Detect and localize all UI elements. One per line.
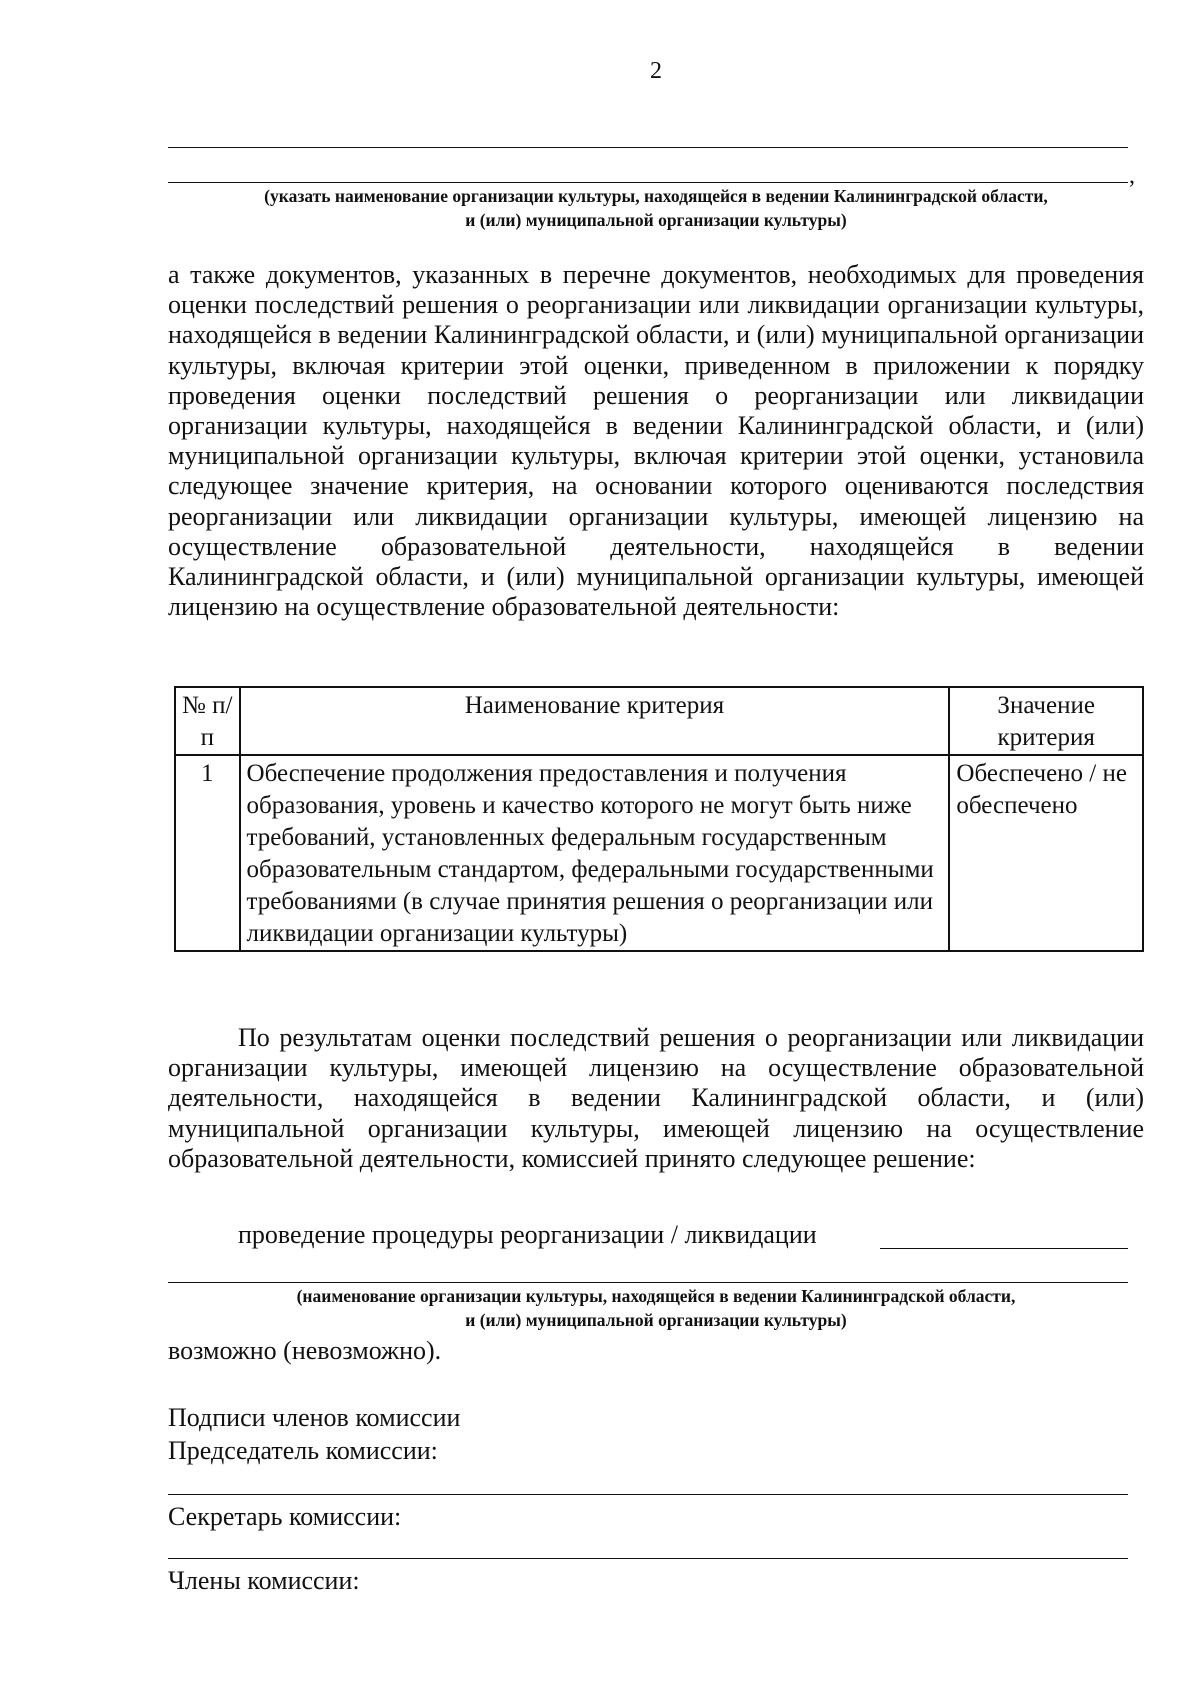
- secretary-label: Секретарь комиссии:: [168, 1502, 402, 1531]
- chairman-label: Председатель комиссии:: [168, 1436, 438, 1465]
- page-number: 2: [650, 58, 662, 84]
- org-name-blank-line-3: [168, 1282, 1128, 1283]
- org-caption-line-1: (наименование организации культуры, находящейся в ведении Калининградской области,: [296, 1286, 1016, 1306]
- row-criterion-name: Обеспечение продолжения предоставления и получения образования, уровень и качество которого не могут быть ниже требований, установленных федеральным государственным образовательным стандартом, федеральными государственными требованиями (в случае принятия решения о реорганизации или ликвидации организации культуры): [240, 755, 950, 951]
- results-paragraph: По результатам оценки последствий решения о реорганизации или ликвидации организации культуры, имеющей лицензию на осуществление образовательной деятельности, находящейся в ведении Калининградской области, и (или) муниципальной организации культуры, имеющей лицензию на осуществление образовательной деятельности, комиссией принято следующее решение:: [168, 1023, 1144, 1173]
- procedure-text: проведение процедуры реорганизации / ликвидации: [238, 1220, 817, 1249]
- signatures-title: Подписи членов комиссии: [168, 1403, 461, 1432]
- secretary-signature-line: [168, 1558, 1128, 1559]
- org-name-caption-line-2: и (или) муниципальной организации культуры): [465, 210, 847, 230]
- trailing-comma: ,: [1129, 163, 1135, 189]
- members-label: Члены комиссии:: [168, 1566, 360, 1595]
- row-criterion-value: Обеспечено / не обеспечено: [949, 755, 1143, 951]
- table-header-row: [175, 687, 1143, 755]
- header-criterion-value: Значение критерия: [949, 687, 1143, 755]
- criteria-table: [174, 686, 1144, 952]
- org-caption-line-2: и (или) муниципальной организации культуры): [465, 1310, 847, 1330]
- org-name-caption-line-1: (указать наименование организации культуры, находящейся в ведении Калининградской области,: [264, 186, 1048, 206]
- body-paragraph: а также документов, указанных в перечне документов, необходимых для проведения оценки последствий решения о реорганизации или ликвидации организации культуры, находящейся в ведении Калининградской области, и (или) муниципальной организации культуры, включая критерии этой оценки, приведенном в приложении к порядку проведения оценки последствий решения о реорганизации или ликвидации организации культуры, находящейся в ведении Калининградской области, и (или) муниципальной организации культуры, включая критерии этой оценки, установила следующее значение критерия, на основании которого оцениваются последствия реорганизации или ликвидации организации культуры, имеющей лицензию на осуществление образовательной деятельности, находящейся в ведении Калининградской области, и (или) муниципальной организации культуры, имеющей лицензию на осуществление образовательной деятельности:: [168, 260, 1144, 622]
- table-row: [175, 755, 1143, 951]
- row-num: 1: [175, 755, 240, 951]
- possible-text: возможно (невозможно).: [168, 1336, 442, 1365]
- header-num: № п/п: [175, 687, 240, 755]
- header-criterion-name: Наименование критерия: [240, 687, 950, 755]
- procedure-blank-line: [880, 1248, 1128, 1249]
- org-name-blank-line-2: [168, 182, 1128, 183]
- org-name-blank-line-1: [168, 147, 1128, 148]
- chairman-signature-line: [168, 1494, 1128, 1495]
